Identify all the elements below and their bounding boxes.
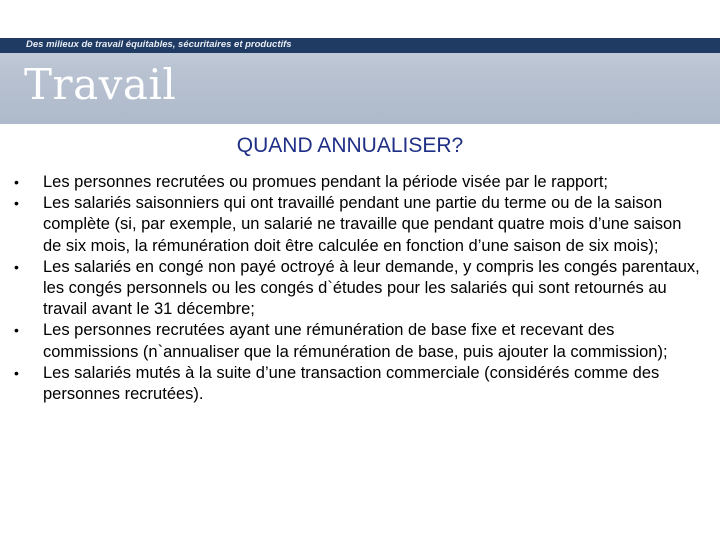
top-margin — [0, 0, 720, 38]
bullet-icon: • — [14, 364, 19, 381]
tagline-bar — [0, 38, 720, 53]
bullet-text: Les personnes recrutées ou promues pendant la période visée par le rapport; — [43, 173, 609, 191]
bullet-icon: • — [14, 322, 19, 339]
bullet-item — [14, 363, 704, 405]
header-tagline: Des milieux de travail équitables, sécuritaires et productifs — [26, 39, 292, 50]
bullet-list — [14, 172, 704, 405]
header-banner — [0, 38, 720, 124]
bullet-text: Les personnes recrutées ayant une rémunération de base fixe et recevant des commissions (n`annualiser que la rémunération de base, puis ajouter la commission); — [43, 321, 668, 361]
bullet-text: Les salariés mutés à la suite d’une transaction commerciale (considérés comme des personnes recrutées). — [43, 363, 660, 404]
bullet-item — [14, 172, 704, 193]
bullet-item — [14, 193, 704, 257]
bullet-icon: • — [14, 174, 19, 190]
bullet-text: Les salariés saisonniers qui ont travaillé pendant une partie du terme ou de la saison complète (si, par exemple, un salarié ne travaille que pendant quatre mois d’une saison de six mois, la rémunération doit être calculée en fonction d’une saison de six mois); — [43, 194, 682, 255]
slide-content — [14, 172, 704, 405]
bullet-item — [14, 320, 704, 362]
brand-wordmark: Travail — [24, 60, 177, 109]
bullet-icon: • — [14, 195, 19, 212]
slide-title: QUAND ANNUALISER? — [236, 134, 464, 157]
bullet-text: Les salariés en congé non payé octroyé à leur demande, y compris les congés parentaux, les congés personnels ou les congés d`études pour les salariés qui sont retournés au travail avant le 31 décembre; — [43, 257, 700, 319]
bullet-item — [14, 257, 704, 321]
bullet-icon: • — [14, 258, 19, 275]
